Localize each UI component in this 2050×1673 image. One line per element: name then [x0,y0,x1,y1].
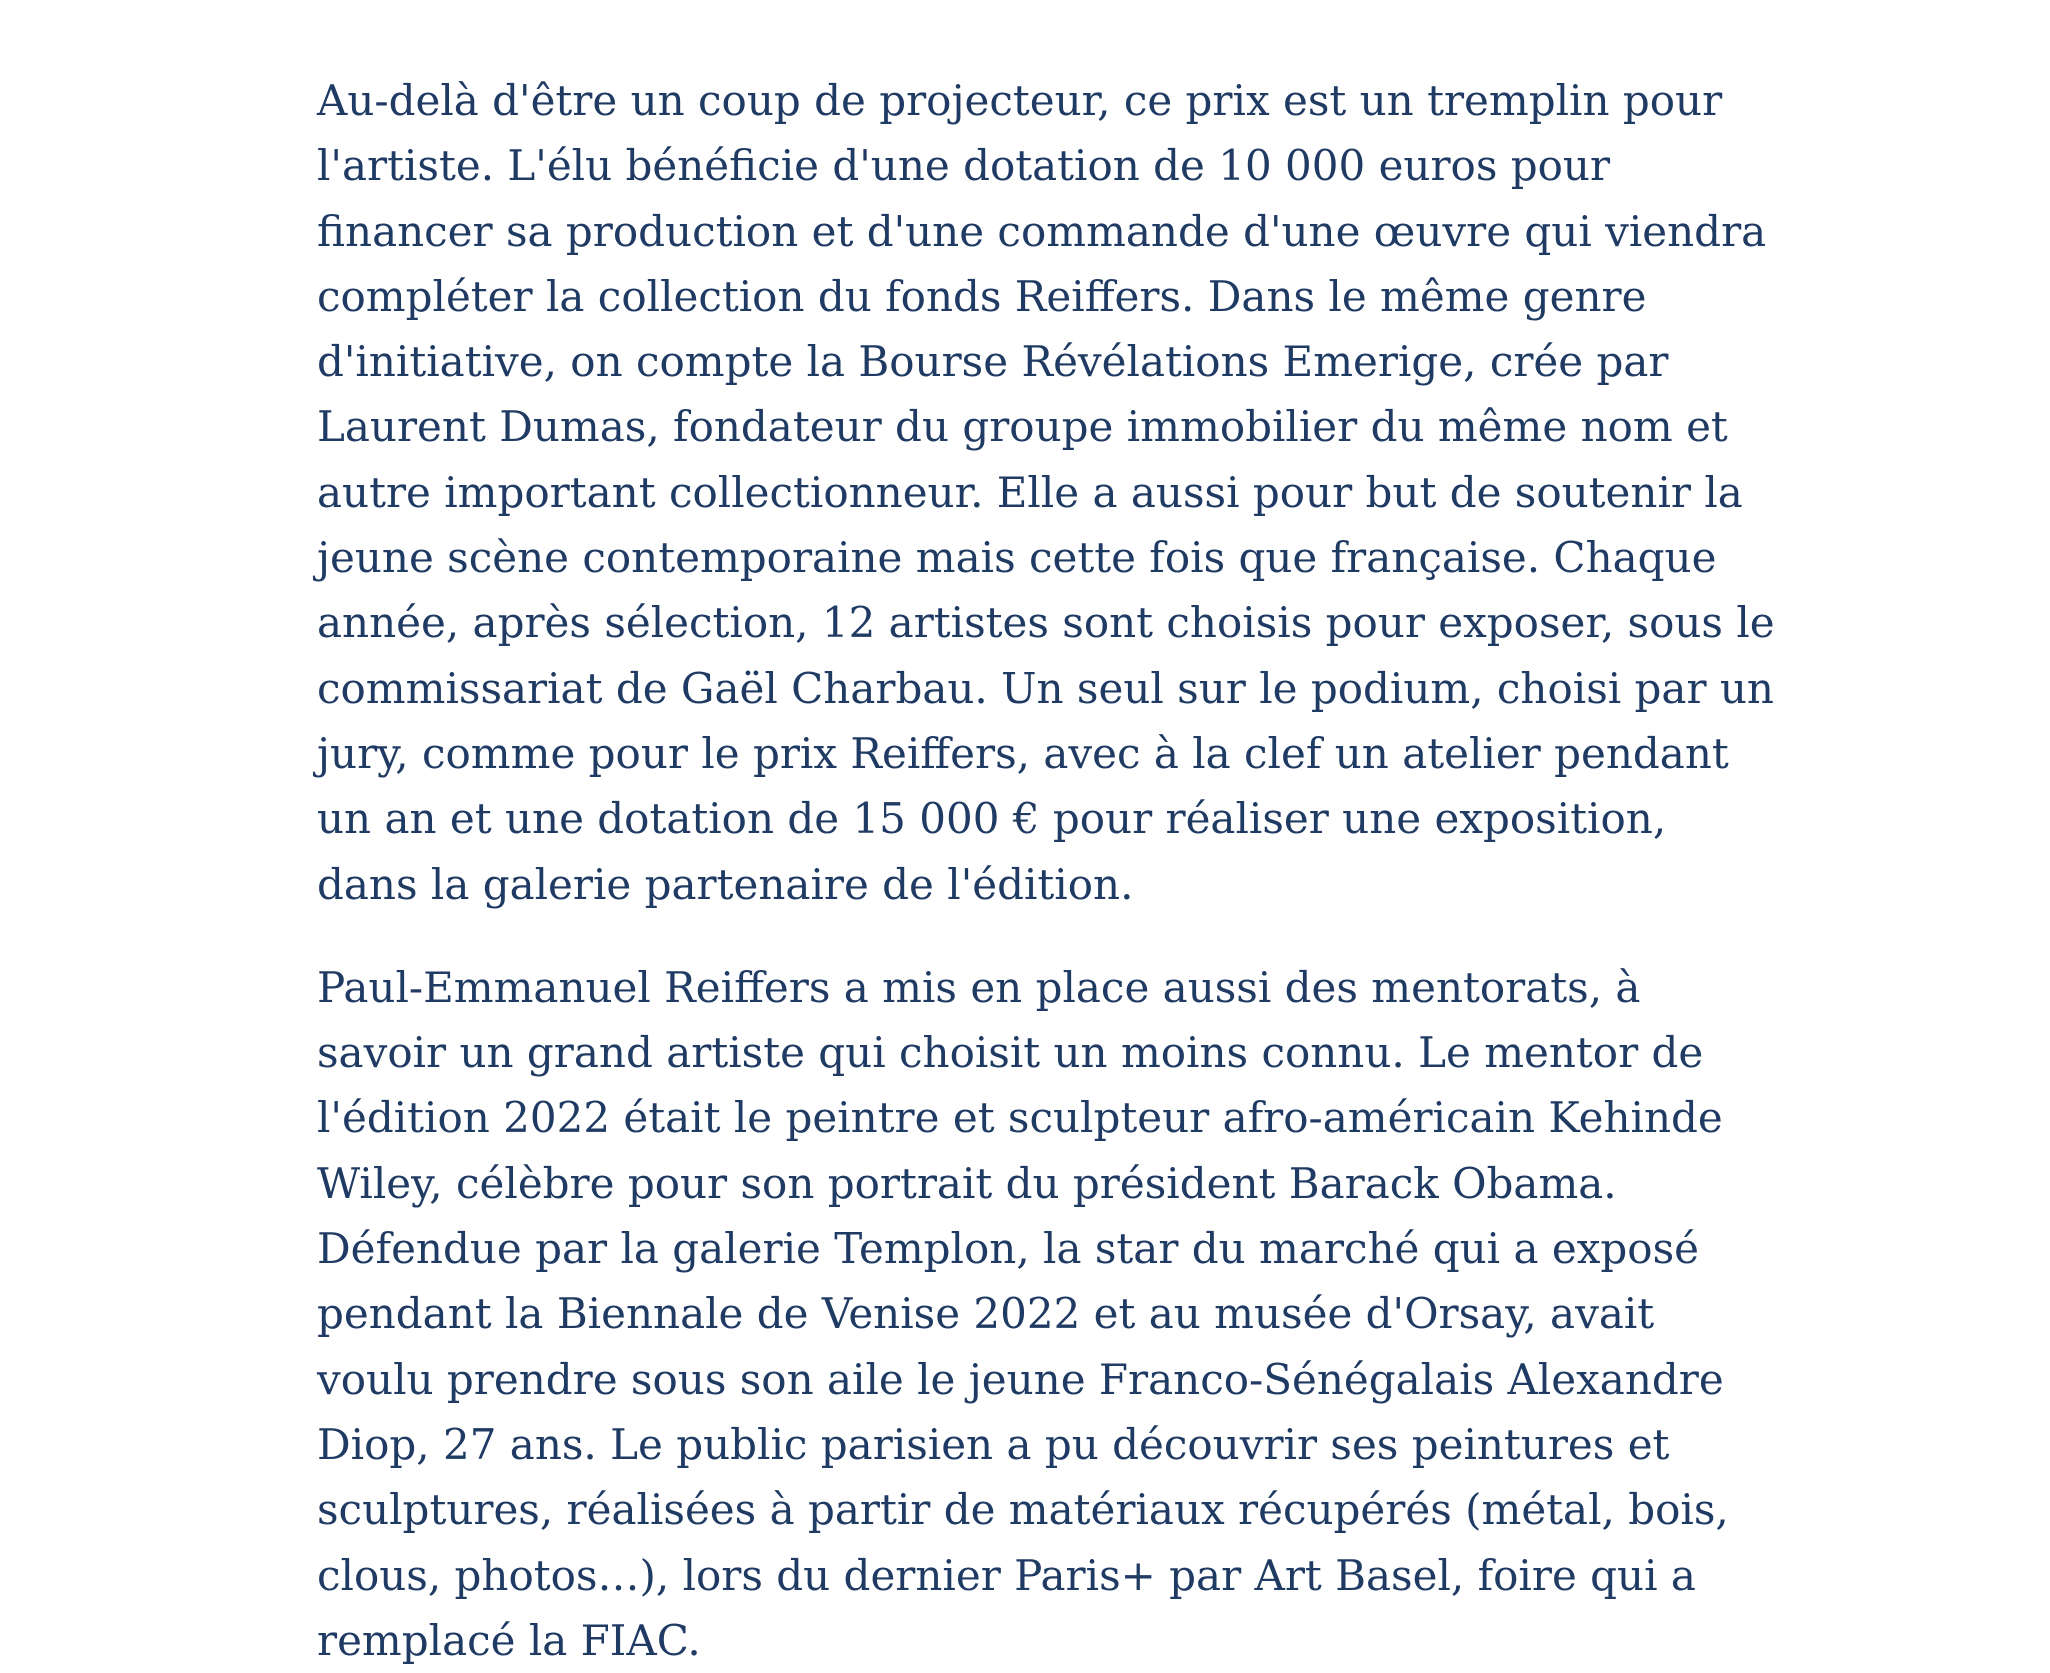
article-paragraph-prize: Au-delà d'être un coup de projecteur, ce prix est un tremplin pour l'artiste. L'élu bénéficie d'une dotation de 10 000 euros pour financer sa production et d'une commande d'une œuvre qui viendra compléter la collection du fonds Reiffers. Dans le même genre d'initiative, on compte la Bourse Révélations Emerige, crée par Laurent Dumas, fondateur du groupe immobilier du même nom et autre important collectionneur. Elle a aussi pour but de soutenir la jeune scène contemporaine mais cette fois que française. Chaque année, après sélection, 12 artistes sont choisis pour exposer, sous le commissariat de Gaël Charbau. Un seul sur le podium, choisi par un jury, comme pour le prix Reiffers, avec à la clef un atelier pendant un an et une dotation de 15 000 € pour réaliser une exposition, dans la galerie partenaire de l'édition. [317,76,1775,909]
article-paragraph-mentorship: Paul-Emmanuel Reiffers a mis en place aussi des mentorats, à savoir un grand artiste qui choisit un moins connu. Le mentor de l'édition 2022 était le peintre et sculpteur afro-américain Kehinde Wiley, célèbre pour son portrait du président Barack Obama. Défendue par la galerie Templon, la star du marché qui a exposé pendant la Biennale de Venise 2022 et au musée d'Orsay, avait voulu prendre sous son aile le jeune Franco-Sénégalais Alexandre Diop, 27 ans. Le public parisien a pu découvrir ses peintures et sculptures, réalisées à partir de matériaux récupérés (métal, bois, clous, photos…), lors du dernier Paris+ par Art Basel, foire qui a remplacé la FIAC. [317,962,1729,1665]
article-body [317,68,1777,1673]
